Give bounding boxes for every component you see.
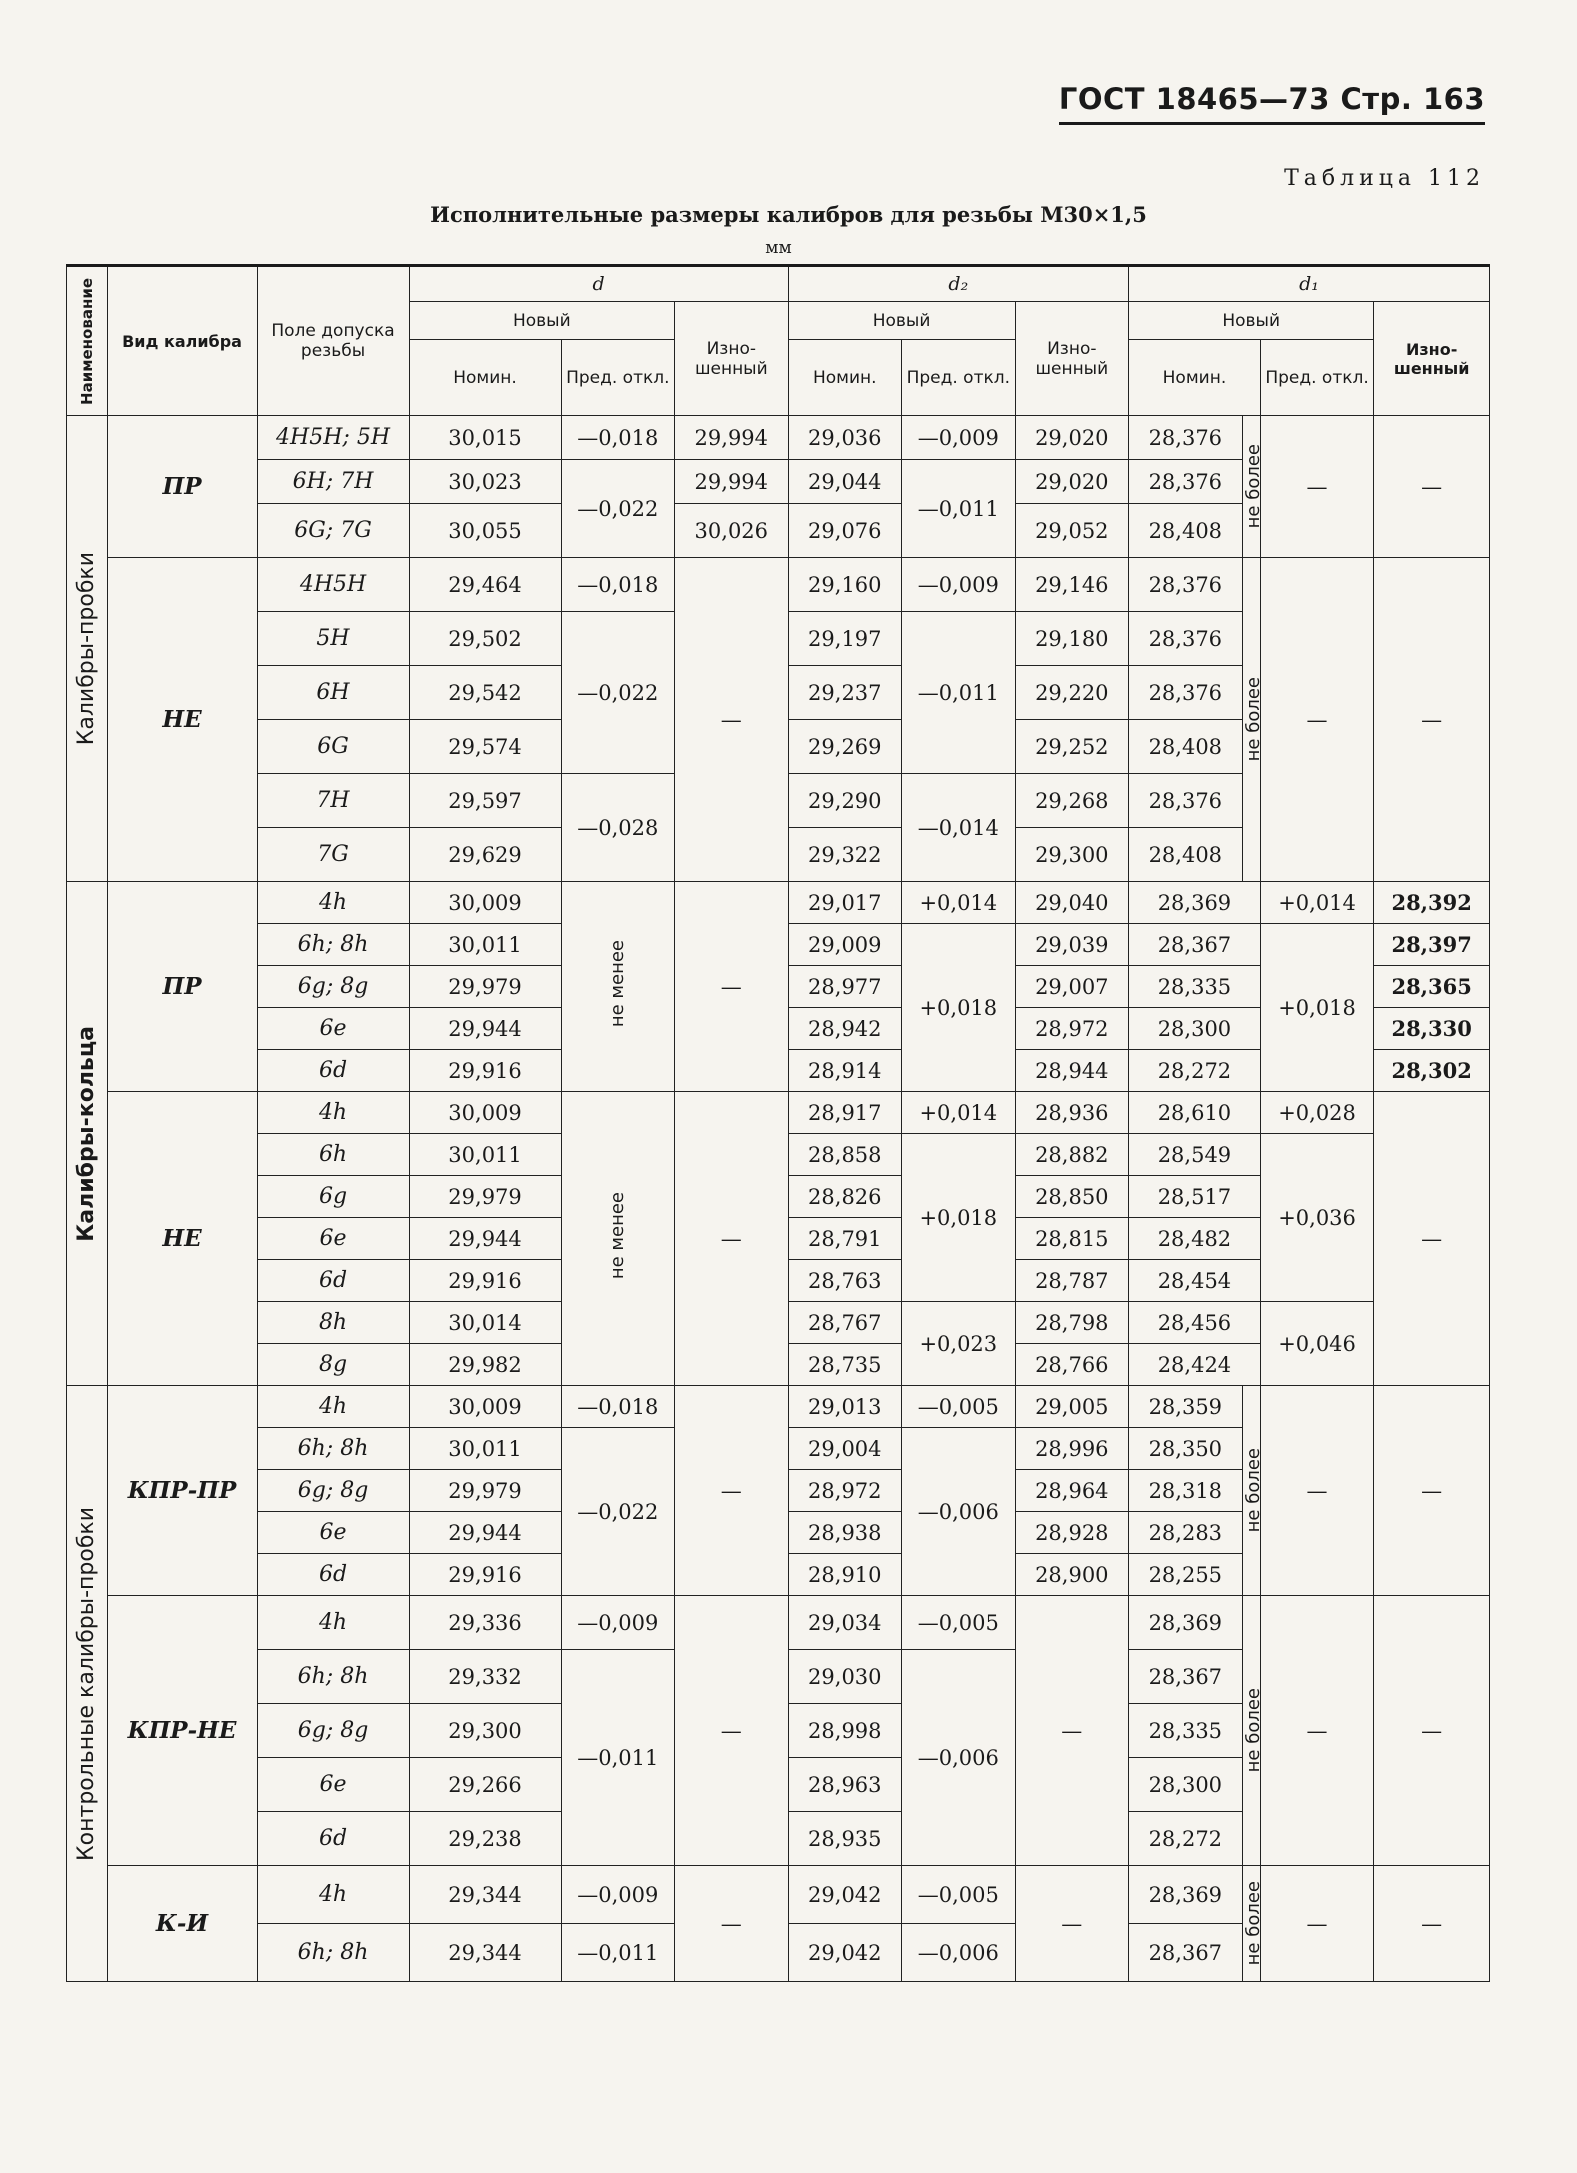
d-nominal: 29,916	[409, 1554, 561, 1596]
d2-worn: —	[1015, 1866, 1129, 1982]
d2-deviation: —0,009	[902, 416, 1016, 460]
type-ne: НЕ	[107, 1092, 257, 1386]
d2-nominal: 28,917	[788, 1092, 902, 1134]
d-deviation: —0,011	[561, 1650, 675, 1866]
not-less-note: не менее	[607, 940, 629, 1028]
d2-nominal: 29,036	[788, 416, 902, 460]
not-less-note: не менее	[607, 1192, 629, 1280]
tolerance-cell: 8g	[257, 1344, 409, 1386]
type-kpr-pr: КПР-ПР	[107, 1386, 257, 1596]
d1-deviation: +0,046	[1260, 1302, 1374, 1386]
d2-worn: 28,798	[1015, 1302, 1129, 1344]
tolerance-cell: 4h	[257, 882, 409, 924]
d1-nominal: 28,318	[1129, 1470, 1243, 1512]
tolerance-cell: 6h; 8h	[257, 1428, 409, 1470]
tolerance-cell: 5H	[257, 612, 409, 666]
d-deviation: —0,022	[561, 1428, 675, 1596]
header-d2-new: Новый	[788, 302, 1015, 340]
d-nominal: 29,979	[409, 966, 561, 1008]
not-more-note: не более	[1242, 558, 1260, 882]
d2-nominal: 28,763	[788, 1260, 902, 1302]
d1-nominal: 28,272	[1129, 1050, 1261, 1092]
table-title: Исполнительные размеры калибров для резьбы М30×1,5	[430, 202, 1147, 227]
d2-nominal: 29,013	[788, 1386, 902, 1428]
d-nominal: 29,629	[409, 828, 561, 882]
d-worn: —	[675, 882, 789, 1092]
d-nominal: 30,009	[409, 1386, 561, 1428]
d2-worn: 29,268	[1015, 774, 1129, 828]
d2-worn: 29,252	[1015, 720, 1129, 774]
tolerance-cell: 4H5H	[257, 558, 409, 612]
d1-nominal: 28,376	[1129, 612, 1243, 666]
tolerance-cell: 4h	[257, 1092, 409, 1134]
header-d2: d₂	[788, 266, 1129, 302]
d1-nominal: 28,369	[1129, 1866, 1243, 1924]
d-nominal: 30,011	[409, 1134, 561, 1176]
d2-deviation: —0,011	[902, 460, 1016, 558]
header-d2-nominal: Номин.	[788, 340, 902, 416]
d1-deviation: +0,028	[1260, 1092, 1374, 1134]
d-worn: 29,994	[675, 416, 789, 460]
d2-nominal: 29,290	[788, 774, 902, 828]
d2-worn: 28,944	[1015, 1050, 1129, 1092]
d2-deviation: —0,005	[902, 1866, 1016, 1924]
d2-worn: 29,005	[1015, 1386, 1129, 1428]
d2-deviation: —0,014	[902, 774, 1016, 882]
d-nominal: 30,055	[409, 504, 561, 558]
d-nominal: 29,944	[409, 1218, 561, 1260]
d2-worn: 28,850	[1015, 1176, 1129, 1218]
d-worn: —	[675, 1866, 789, 1982]
d2-nominal: 29,160	[788, 558, 902, 612]
d1-nominal: 28,335	[1129, 1704, 1243, 1758]
type-pr: ПР	[107, 882, 257, 1092]
d2-nominal: 28,942	[788, 1008, 902, 1050]
d-deviation: —0,011	[561, 1924, 675, 1982]
d2-nominal: 28,910	[788, 1554, 902, 1596]
d1-nominal: 28,408	[1129, 504, 1243, 558]
header-d-limit: Пред. откл.	[561, 340, 675, 416]
d2-nominal: 29,004	[788, 1428, 902, 1470]
d-nominal: 29,300	[409, 1704, 561, 1758]
d1-deviation: —	[1260, 558, 1374, 882]
tolerance-cell: 6G; 7G	[257, 504, 409, 558]
d-nominal: 29,574	[409, 720, 561, 774]
d-nominal: 29,464	[409, 558, 561, 612]
d2-nominal: 29,269	[788, 720, 902, 774]
d1-worn: 28,330	[1374, 1008, 1490, 1050]
d1-nominal: 28,456	[1129, 1302, 1261, 1344]
d2-worn: 29,220	[1015, 666, 1129, 720]
d2-nominal: 28,791	[788, 1218, 902, 1260]
d2-worn: 29,052	[1015, 504, 1129, 558]
header-d: d	[409, 266, 788, 302]
tolerance-cell: 6h; 8h	[257, 924, 409, 966]
tolerance-cell: 6g; 8g	[257, 1470, 409, 1512]
d1-nominal: 28,482	[1129, 1218, 1261, 1260]
d-deviation: —0,018	[561, 558, 675, 612]
d2-deviation: +0,023	[902, 1302, 1016, 1386]
d-nominal: 29,502	[409, 612, 561, 666]
d-nominal: 29,982	[409, 1344, 561, 1386]
d-nominal: 29,597	[409, 774, 561, 828]
d2-nominal: 29,197	[788, 612, 902, 666]
d1-nominal: 28,369	[1129, 1596, 1243, 1650]
d1-nominal: 28,367	[1129, 1924, 1243, 1982]
tolerance-cell: 6e	[257, 1008, 409, 1050]
d2-nominal: 29,034	[788, 1596, 902, 1650]
d-worn: —	[675, 1386, 789, 1596]
not-more-note: не более	[1242, 1596, 1260, 1866]
d1-nominal: 28,610	[1129, 1092, 1261, 1134]
category-control: Контрольные калибры-пробки	[67, 1386, 108, 1982]
d-nominal: 29,344	[409, 1866, 561, 1924]
d-nominal: 29,336	[409, 1596, 561, 1650]
d2-deviation: —0,006	[902, 1428, 1016, 1596]
d1-worn: 28,397	[1374, 924, 1490, 966]
d-worn: 29,994	[675, 460, 789, 504]
d2-worn: 29,020	[1015, 460, 1129, 504]
d2-nominal: 28,938	[788, 1512, 902, 1554]
d1-nominal: 28,335	[1129, 966, 1261, 1008]
gauge-dimensions-table	[66, 264, 1490, 1982]
d2-deviation: —0,005	[902, 1386, 1016, 1428]
d1-worn: —	[1374, 416, 1490, 558]
not-more-note: не более	[1242, 1866, 1260, 1982]
header-d1-new: Новый	[1129, 302, 1374, 340]
d1-nominal: 28,369	[1129, 882, 1261, 924]
tolerance-cell: 4h	[257, 1596, 409, 1650]
d2-nominal: 28,826	[788, 1176, 902, 1218]
tolerance-cell: 4H5H; 5H	[257, 416, 409, 460]
d1-nominal: 28,376	[1129, 666, 1243, 720]
type-kpr-ne: КПР-НЕ	[107, 1596, 257, 1866]
d2-worn: 28,936	[1015, 1092, 1129, 1134]
d1-nominal: 28,549	[1129, 1134, 1261, 1176]
d1-deviation: +0,036	[1260, 1134, 1374, 1302]
d2-nominal: 29,076	[788, 504, 902, 558]
d-nominal: 29,266	[409, 1758, 561, 1812]
d2-worn: 28,815	[1015, 1218, 1129, 1260]
d-deviation: —0,022	[561, 460, 675, 558]
d2-deviation: +0,014	[902, 1092, 1016, 1134]
d2-worn: 28,900	[1015, 1554, 1129, 1596]
not-more-note: не более	[1242, 1386, 1260, 1596]
d-nominal: 29,916	[409, 1050, 561, 1092]
d1-deviation: —	[1260, 1596, 1374, 1866]
d1-worn: —	[1374, 558, 1490, 882]
d2-nominal: 28,998	[788, 1704, 902, 1758]
tolerance-cell: 6H	[257, 666, 409, 720]
d2-nominal: 28,972	[788, 1470, 902, 1512]
d1-nominal: 28,272	[1129, 1812, 1243, 1866]
header-d-nominal: Номин.	[409, 340, 561, 416]
tolerance-cell: 7G	[257, 828, 409, 882]
d1-nominal: 28,376	[1129, 416, 1243, 460]
d1-nominal: 28,300	[1129, 1758, 1243, 1812]
type-ki: К-И	[107, 1866, 257, 1982]
d-deviation: —0,018	[561, 1386, 675, 1428]
d-deviation: —0,018	[561, 416, 675, 460]
category-plug: Калибры-пробки	[67, 416, 108, 882]
tolerance-cell: 6h; 8h	[257, 1650, 409, 1704]
d-nominal: 30,009	[409, 1092, 561, 1134]
d2-deviation: —0,011	[902, 612, 1016, 774]
d2-nominal: 29,042	[788, 1924, 902, 1982]
d1-nominal: 28,376	[1129, 460, 1243, 504]
tolerance-cell: 4h	[257, 1386, 409, 1428]
tolerance-cell: 6e	[257, 1218, 409, 1260]
tolerance-cell: 6h	[257, 1134, 409, 1176]
d-deviation: —0,009	[561, 1596, 675, 1650]
d-nominal: 29,979	[409, 1470, 561, 1512]
d-nominal: 30,023	[409, 460, 561, 504]
type-pr: ПР	[107, 416, 257, 558]
d1-nominal: 28,300	[1129, 1008, 1261, 1050]
d-nominal: 30,009	[409, 882, 561, 924]
d2-nominal: 29,030	[788, 1650, 902, 1704]
tolerance-cell: 6d	[257, 1260, 409, 1302]
category-ring: Калибры-кольца	[67, 882, 108, 1386]
type-ne: НЕ	[107, 558, 257, 882]
d2-worn: 29,020	[1015, 416, 1129, 460]
d1-worn: —	[1374, 1386, 1490, 1596]
d-worn: 30,026	[675, 504, 789, 558]
d1-deviation: —	[1260, 416, 1374, 558]
d-nominal: 29,332	[409, 1650, 561, 1704]
d-nominal: 30,014	[409, 1302, 561, 1344]
page-header: ГОСТ 18465—73 Стр. 163	[1059, 82, 1485, 125]
d-deviation: —0,028	[561, 774, 675, 882]
d2-nominal: 28,914	[788, 1050, 902, 1092]
d1-nominal: 28,454	[1129, 1260, 1261, 1302]
d-nominal: 30,011	[409, 1428, 561, 1470]
d2-worn: 29,040	[1015, 882, 1129, 924]
d1-nominal: 28,408	[1129, 828, 1243, 882]
tolerance-cell: 6g; 8g	[257, 1704, 409, 1758]
d2-deviation: —0,009	[902, 558, 1016, 612]
tolerance-cell: 6d	[257, 1554, 409, 1596]
header-d1-limit: Пред. откл.	[1260, 340, 1374, 416]
header-kind: Вид калибра	[107, 266, 257, 416]
d-nominal: 29,916	[409, 1260, 561, 1302]
d-deviation: —0,009	[561, 1866, 675, 1924]
tolerance-cell: 6g; 8g	[257, 966, 409, 1008]
d1-nominal: 28,350	[1129, 1428, 1243, 1470]
tolerance-cell: 6g	[257, 1176, 409, 1218]
header-d-worn: Изно- шенный	[675, 302, 789, 416]
d-nominal: 29,344	[409, 1924, 561, 1982]
d2-deviation: —0,006	[902, 1924, 1016, 1982]
d2-worn: 29,039	[1015, 924, 1129, 966]
d1-worn: —	[1374, 1866, 1490, 1982]
d2-worn: 28,964	[1015, 1470, 1129, 1512]
d1-nominal: 28,283	[1129, 1512, 1243, 1554]
d1-deviation: +0,014	[1260, 882, 1374, 924]
d2-nominal: 28,935	[788, 1812, 902, 1866]
header-d2-limit: Пред. откл.	[902, 340, 1016, 416]
header-tolerance: Поле допуска резьбы	[257, 266, 409, 416]
d1-nominal: 28,517	[1129, 1176, 1261, 1218]
tolerance-cell: 6G	[257, 720, 409, 774]
d2-nominal: 29,017	[788, 882, 902, 924]
d1-worn: 28,302	[1374, 1050, 1490, 1092]
d1-nominal: 28,408	[1129, 720, 1243, 774]
d-nominal: 29,542	[409, 666, 561, 720]
d2-worn: 28,787	[1015, 1260, 1129, 1302]
d1-deviation: —	[1260, 1866, 1374, 1982]
d-nominal: 30,015	[409, 416, 561, 460]
d-nominal: 29,238	[409, 1812, 561, 1866]
d-nominal: 29,979	[409, 1176, 561, 1218]
d1-nominal: 28,359	[1129, 1386, 1243, 1428]
tolerance-cell: 4h	[257, 1866, 409, 1924]
d2-deviation: +0,014	[902, 882, 1016, 924]
d-worn: —	[675, 1092, 789, 1386]
d2-nominal: 29,042	[788, 1866, 902, 1924]
d2-deviation: +0,018	[902, 924, 1016, 1092]
d2-worn: 28,972	[1015, 1008, 1129, 1050]
d2-worn: —	[1015, 1596, 1129, 1866]
d2-nominal: 29,009	[788, 924, 902, 966]
d2-worn: 28,882	[1015, 1134, 1129, 1176]
not-more-note: не более	[1242, 416, 1260, 558]
tolerance-cell: 6h; 8h	[257, 1924, 409, 1982]
d2-worn: 29,300	[1015, 828, 1129, 882]
header-d1-worn: Изно- шенный	[1374, 302, 1490, 416]
d2-deviation: —0,005	[902, 1596, 1016, 1650]
d-deviation: —0,022	[561, 612, 675, 774]
d1-worn: 28,392	[1374, 882, 1490, 924]
d2-nominal: 28,735	[788, 1344, 902, 1386]
d1-deviation: +0,018	[1260, 924, 1374, 1092]
table-number: Таблица 112	[1284, 166, 1485, 191]
header-d1: d₁	[1129, 266, 1490, 302]
header-d2-worn: Изно- шенный	[1015, 302, 1129, 416]
d2-nominal: 28,963	[788, 1758, 902, 1812]
d2-nominal: 28,977	[788, 966, 902, 1008]
d1-worn: —	[1374, 1596, 1490, 1866]
header-d1-nominal: Номин.	[1129, 340, 1261, 416]
header-d-new: Новый	[409, 302, 675, 340]
d-nominal: 29,944	[409, 1008, 561, 1050]
header-name: Наименование	[67, 266, 108, 416]
d2-worn: 28,996	[1015, 1428, 1129, 1470]
tolerance-cell: 6d	[257, 1812, 409, 1866]
d2-deviation: +0,018	[902, 1134, 1016, 1302]
d2-worn: 29,146	[1015, 558, 1129, 612]
d-nominal: 30,011	[409, 924, 561, 966]
tolerance-cell: 6e	[257, 1758, 409, 1812]
tolerance-cell: 6d	[257, 1050, 409, 1092]
d2-nominal: 28,767	[788, 1302, 902, 1344]
d2-nominal: 29,322	[788, 828, 902, 882]
d1-nominal: 28,255	[1129, 1554, 1243, 1596]
d2-nominal: 29,044	[788, 460, 902, 504]
tolerance-cell: 6H; 7H	[257, 460, 409, 504]
d2-worn: 29,007	[1015, 966, 1129, 1008]
tolerance-cell: 7H	[257, 774, 409, 828]
d2-nominal: 29,237	[788, 666, 902, 720]
d1-nominal: 28,367	[1129, 924, 1261, 966]
d2-nominal: 28,858	[788, 1134, 902, 1176]
tolerance-cell: 8h	[257, 1302, 409, 1344]
d1-nominal: 28,424	[1129, 1344, 1261, 1386]
d-nominal: 29,944	[409, 1512, 561, 1554]
d1-worn: 28,365	[1374, 966, 1490, 1008]
d2-worn: 28,766	[1015, 1344, 1129, 1386]
d-deviation	[561, 1092, 675, 1386]
d2-worn: 28,928	[1015, 1512, 1129, 1554]
d1-nominal: 28,367	[1129, 1650, 1243, 1704]
tolerance-cell: 6e	[257, 1512, 409, 1554]
d2-deviation: —0,006	[902, 1650, 1016, 1866]
d1-worn: —	[1374, 1092, 1490, 1386]
d1-nominal: 28,376	[1129, 558, 1243, 612]
d-worn: —	[675, 558, 789, 882]
d-deviation	[561, 882, 675, 1092]
d1-deviation: —	[1260, 1386, 1374, 1596]
d1-nominal: 28,376	[1129, 774, 1243, 828]
table-unit: мм	[765, 238, 792, 258]
d-worn: —	[675, 1596, 789, 1866]
d2-worn: 29,180	[1015, 612, 1129, 666]
